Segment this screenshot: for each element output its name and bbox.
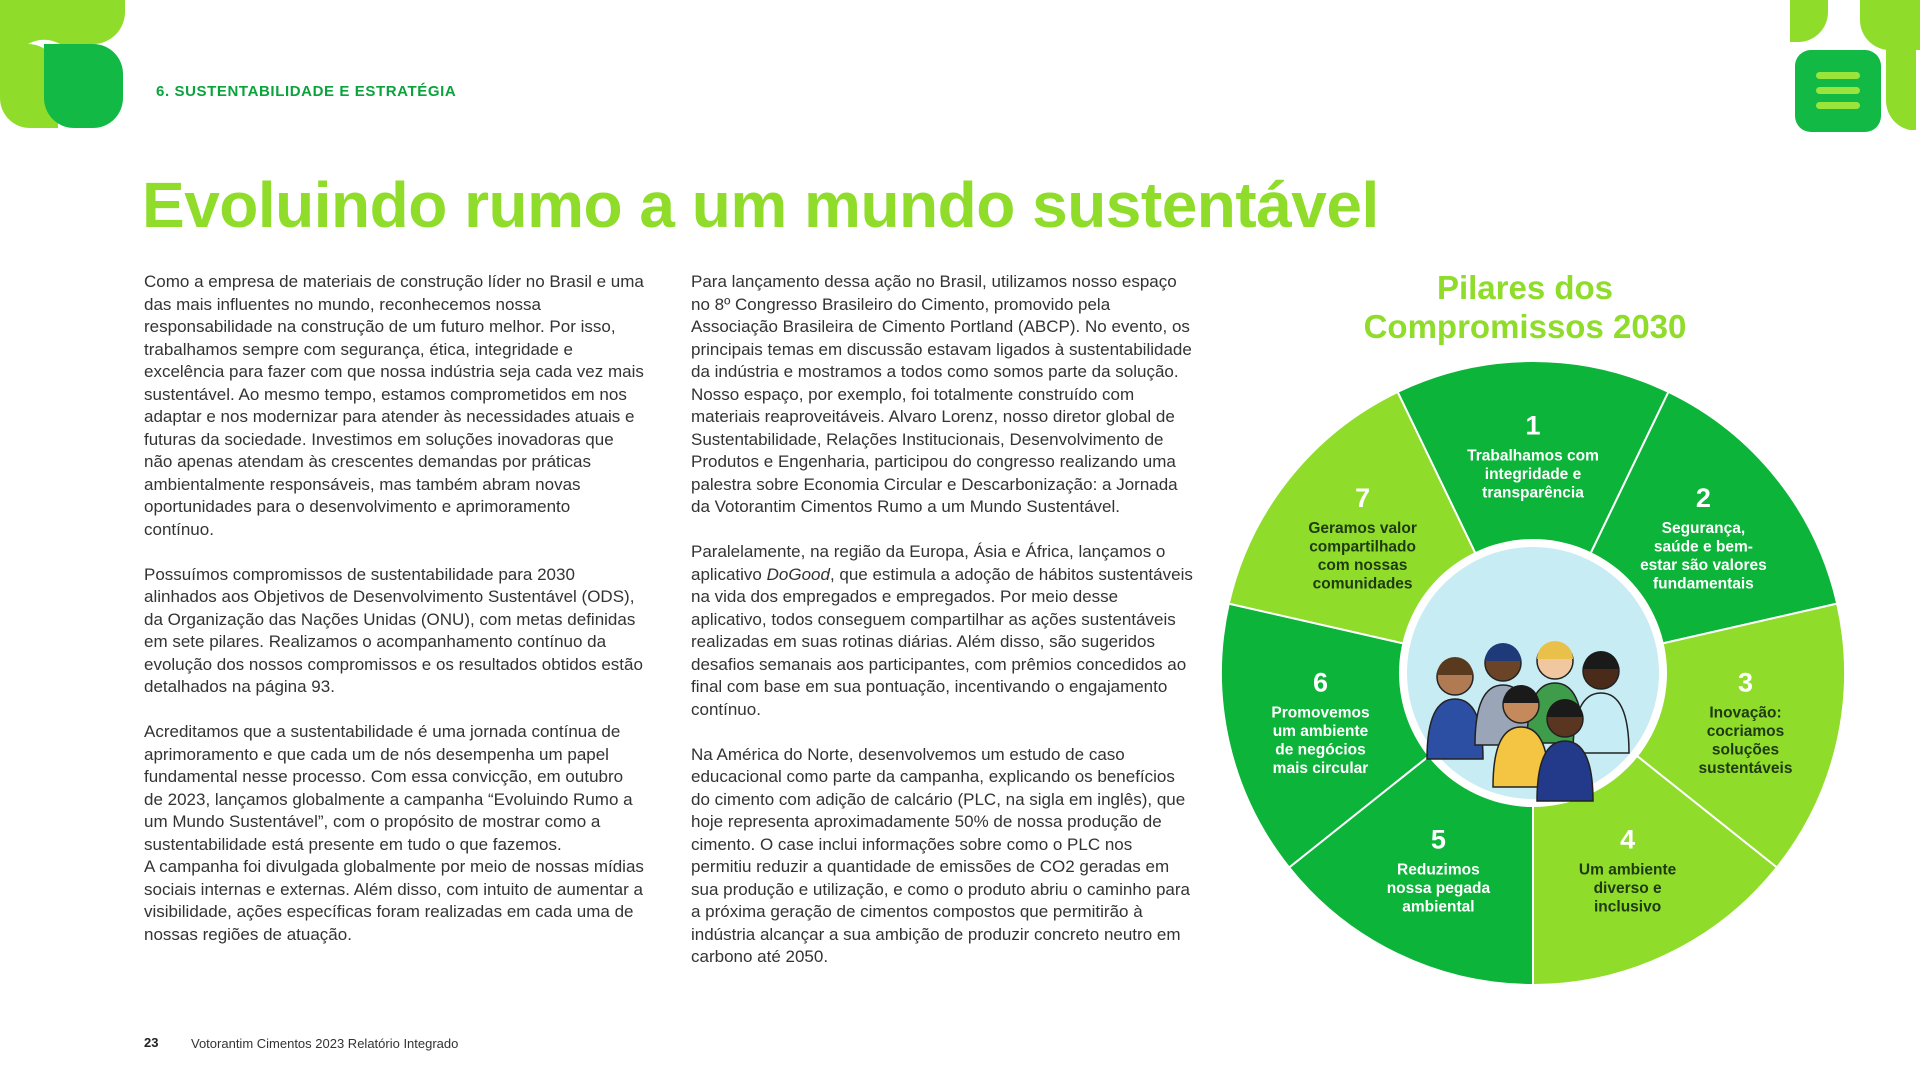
page-title: Evoluindo rumo a um mundo sustentável	[142, 169, 1379, 241]
menu-button[interactable]	[1795, 50, 1881, 132]
paragraph: Acreditamos que a sustentabilidade é uma jornada contínua de aprimoramento e que cada um de nós desempenha um papel fundamental nesse processo. Com essa convicção, em outubro de 2023, lançamos globalmente a campanha “Evoluindo Rumo a um Mundo Sustentável”, com o propósito de mostrar como a sustentabilidade está presente em tudo o que fazemos. A campanha foi divulgada globalmente por meio de nossas mídias sociais internas e externas. Além disso, com intuito de aumentar a visibilidade, ações específicas foram realizadas em cada uma de nossas regiões de atuação.	[144, 722, 644, 944]
text-column-right	[691, 271, 1196, 991]
pillar-label-1: Trabalhamos com integridade e transparência	[1467, 447, 1599, 502]
paragraph: Na América do Norte, desenvolvemos um estudo de caso educacional como parte da campanha, explicando os benefícios do cimento com adição de calcário (PLC, na sigla em inglês), que hoje representa aproximadamente 50% de nossa produção de cimento. O case inclui informações sobre como o PLC nos permitiu reduzir a quantidade de emissões de CO2 geradas em sua produção e utilização, e como o produto abriu o caminho para a próxima geração de cimentos compostos que permitirão à indústria alcançar a sua ambição de produzir concreto neutro em carbono até 2050.	[691, 744, 1190, 966]
pillar-number-6: 6	[1312, 667, 1329, 698]
pillar-label-6: Promovemos um ambiente de negócios mais circular	[1271, 704, 1370, 777]
pillar-label-2: Segurança, saúde e bem-estar são valores fundamentais	[1640, 520, 1767, 593]
paragraph: Como a empresa de materiais de construção líder no Brasil e uma das mais influentes no mundo, reconhecemos nossa responsabilidade na construção de um futuro melhor. Por isso, trabalhamos sempre com segurança, ética, integridade e excelência para fazer com que nossa indústria seja cada vez mais sustentável. Ao mesmo tempo, estamos comprometidos em nos adaptar e nos modernizar para atender às necessidades atuais e futuras da sociedade. Investimos em soluções inovadoras que não apenas atendam às crescentes demandas por práticas ambientalmente responsáveis, mas também abram novas oportunidades para o desenvolvimento e aprimoramento contínuo.	[144, 272, 644, 539]
hamburger-menu-icon	[1816, 72, 1860, 79]
text-column-left	[144, 271, 644, 946]
pillar-label-5: Reduzimos nossa pegada ambiental	[1386, 861, 1491, 916]
pillars-title: Pilares dos Compromissos 2030	[1363, 269, 1687, 345]
pillar-number-1: 1	[1525, 410, 1541, 441]
pillar-number-4: 4	[1620, 824, 1636, 855]
paragraph: Paralelamente, na região da Europa, Ásia e África, lançamos o aplicativo DoGood, que estimula a adoção de hábitos sustentáveis na vida dos empregados e empregados. Por meio desse aplicativo, todos conseguem compartilhar as ações sustentáveis realizadas em suas rotinas diárias. Além disso, são sugeridos desafios semanais aos participantes, com prêmios concedidos ao final com base em sua pontuação, incentivando o engajamento contínuo.	[691, 542, 1193, 719]
pillar-label-4: Um ambiente diverso e inclusivo	[1578, 861, 1677, 916]
pillars-wheel	[1218, 358, 1848, 988]
corner-decoration-left	[0, 0, 130, 130]
app-name: DoGood	[766, 564, 830, 584]
footer-document-title: Votorantim Cimentos 2023 Relatório Integrado	[191, 1036, 459, 1051]
pillar-number-7: 7	[1355, 483, 1371, 514]
paragraph: Possuímos compromissos de sustentabilidade para 2030 alinhados aos Objetivos de Desenvolvimento Sustentável (ODS), da Organização das Nações Unidas (ONU), com metas definidas em sete pilares. Realizamos o acompanhamento contínuo da evolução dos nossos compromissos e os resultados obtidos estão detalhados na página 93.	[144, 564, 643, 696]
paragraph: Para lançamento dessa ação no Brasil, utilizamos nosso espaço no 8º Congresso Brasileiro do Cimento, promovido pela Associação Brasileira de Cimento Portland (ABCP). No evento, os principais temas em discussão estavam ligados à sustentabilidade da indústria e mostramos a todos como somos parte da solução. Nosso espaço, por exemplo, foi totalmente construído com materiais reaproveitáveis. Alvaro Lorenz, nosso diretor global de Sustentabilidade, Relações Institucionais, Desenvolvimento de Produtos e Engenharia, participou do congresso realizando uma palestra sobre Economia Circular e Descarbonização: a Jornada da Votorantim Cimentos Rumo a um Mundo Sustentável.	[691, 272, 1192, 516]
pillar-label-3: Inovação: cocriamos soluções sustentáveis	[1698, 704, 1793, 777]
pillar-number-2: 2	[1695, 483, 1711, 514]
pillar-number-5: 5	[1430, 824, 1446, 855]
section-label[interactable]: 6. SUSTENTABILIDADE E ESTRATÉGIA	[156, 83, 457, 100]
pillar-number-3: 3	[1737, 667, 1754, 698]
pillar-label-7: Geramos valor compartilhado com nossas comunidades	[1308, 520, 1417, 593]
page-number: 23	[144, 1035, 159, 1050]
